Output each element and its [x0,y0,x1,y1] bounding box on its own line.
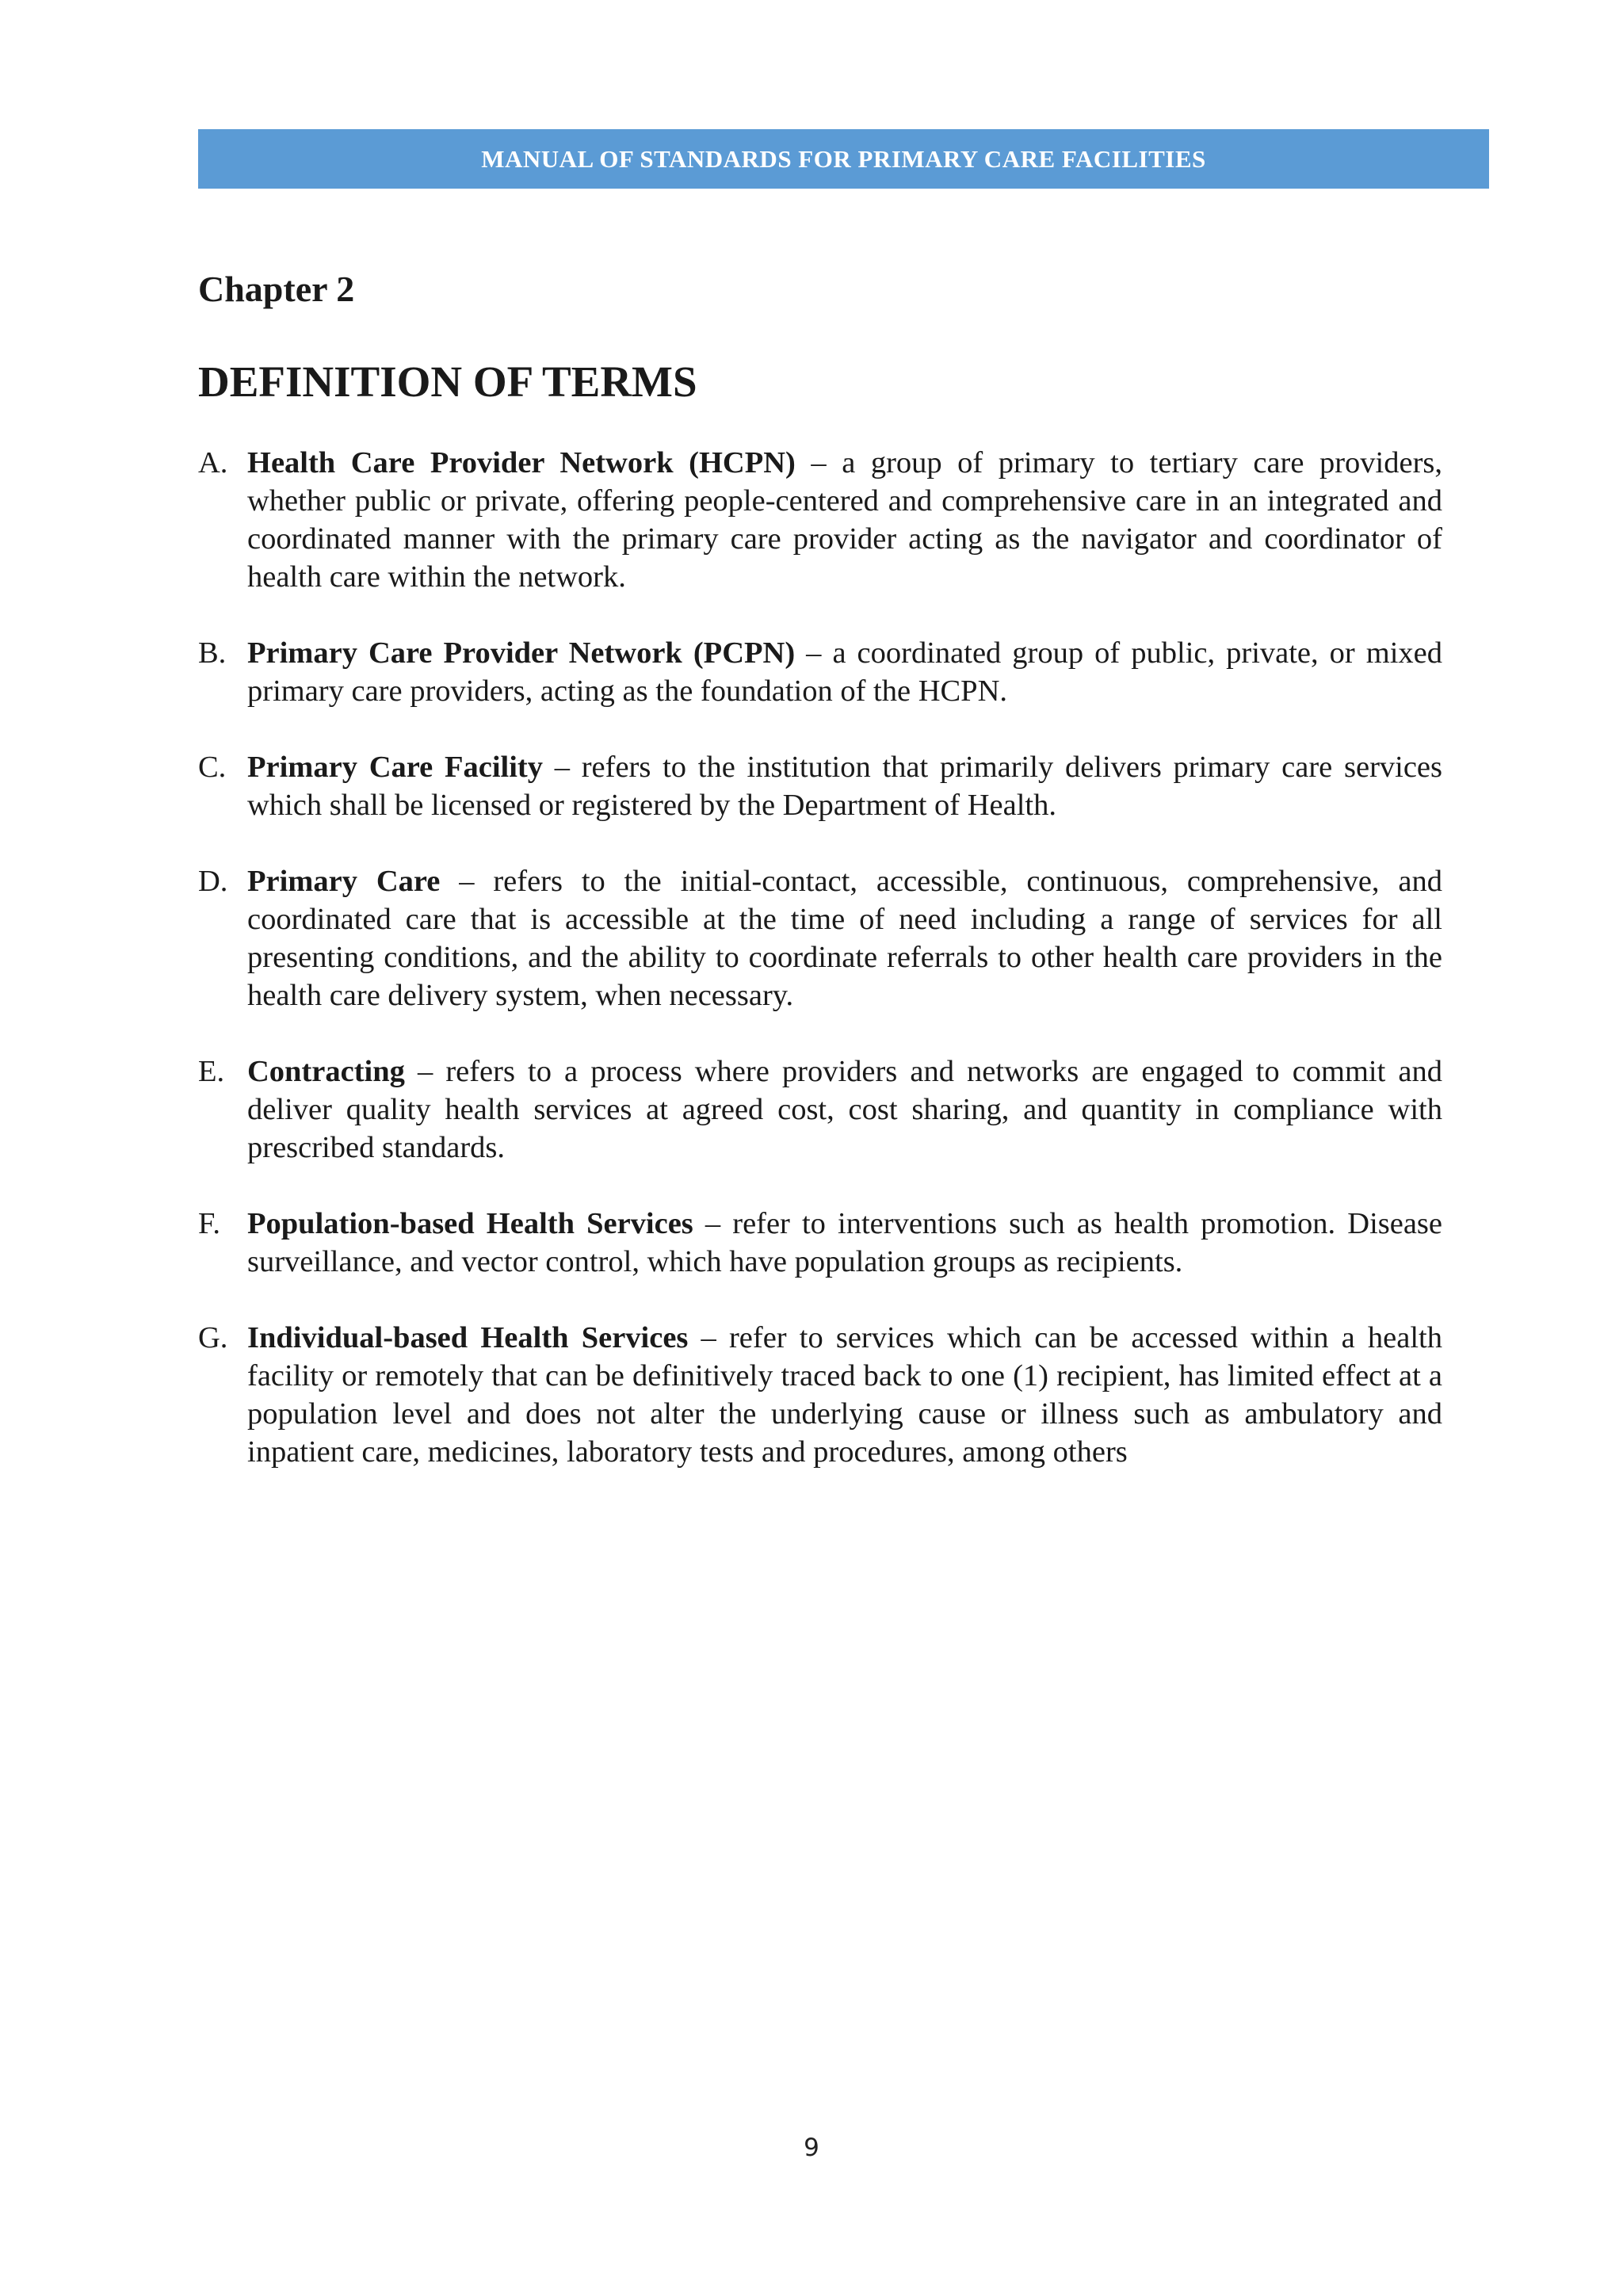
item-letter: B. [198,636,227,670]
definition-item [198,634,1442,710]
section-title: DEFINITION OF TERMS [198,357,697,406]
term-name: Health Care Provider Network (HCPN) [247,446,796,479]
definition-item [198,862,1442,1014]
item-body [247,862,1442,1014]
item-letter: E. [198,1055,225,1088]
term-definition: – refers to the institution that primarily delivers primary care services which shall be licensed or registered by the Department of Health. [247,751,1442,822]
term-definition: – refers to the initial-contact, accessible, continuous, comprehensive, and coordinated care that is accessible at the time of need including a range of services for all presenting conditions, and the ability to coordinate referrals to other health care providers in the health care delivery system, when necessary. [247,865,1442,1012]
term-name: Contracting [247,1055,405,1088]
term-definition: – refer to interventions such as health promotion. Disease surveillance, and vector control, which have population groups as recipients. [247,1207,1443,1278]
term-definition: – a coordinated group of public, private, or mixed primary care providers, acting as the foundation of the HCPN. [247,636,1442,708]
running-header-title: MANUAL OF STANDARDS FOR PRIMARY CARE FACILITIES [481,144,1206,173]
term-definition: – a group of primary to tertiary care providers, whether public or private, offering people-centered and comprehensive care in an integrated and coordinated manner with the primary care provider acting as the navigator and coordinator of health care within the network. [247,446,1443,594]
page-number: 9 [804,2134,819,2162]
item-letter: C. [198,751,227,784]
item-letter: F. [198,1207,220,1240]
item-body [247,1052,1442,1167]
definition-item [198,1319,1442,1471]
term-name: Primary Care [247,865,441,898]
term-definition: – refers to a process where providers and networks are engaged to commit and deliver quality health services at agreed cost, cost sharing, and quantity in compliance with prescribed standards. [247,1055,1442,1164]
item-letter: D. [198,865,228,898]
item-body [247,634,1442,710]
item-body [247,444,1442,596]
definition-item [198,444,1442,596]
definition-item [198,1052,1442,1167]
item-letter: A. [198,446,228,479]
definition-item [198,1205,1442,1281]
running-header-band [198,129,1489,189]
definition-list [198,444,1442,1509]
item-body [247,748,1442,824]
term-name: Population-based Health Services [247,1207,693,1240]
term-name: Primary Care Provider Network (PCPN) [247,636,796,670]
item-body [247,1319,1442,1471]
term-name: Primary Care Facility [247,751,543,784]
item-letter: G. [198,1321,228,1354]
item-body [247,1205,1442,1281]
term-definition: – refer to services which can be accessed within a health facility or remotely that can be definitively traced back to one (1) recipient, has limited effect at a population level and does not alter the underlying cause or illness such as ambulatory and inpatient care, medicines, laboratory tests and procedures, among others [247,1321,1442,1469]
chapter-label: Chapter 2 [198,269,355,309]
definition-item [198,748,1442,824]
term-name: Individual-based Health Services [247,1321,689,1354]
